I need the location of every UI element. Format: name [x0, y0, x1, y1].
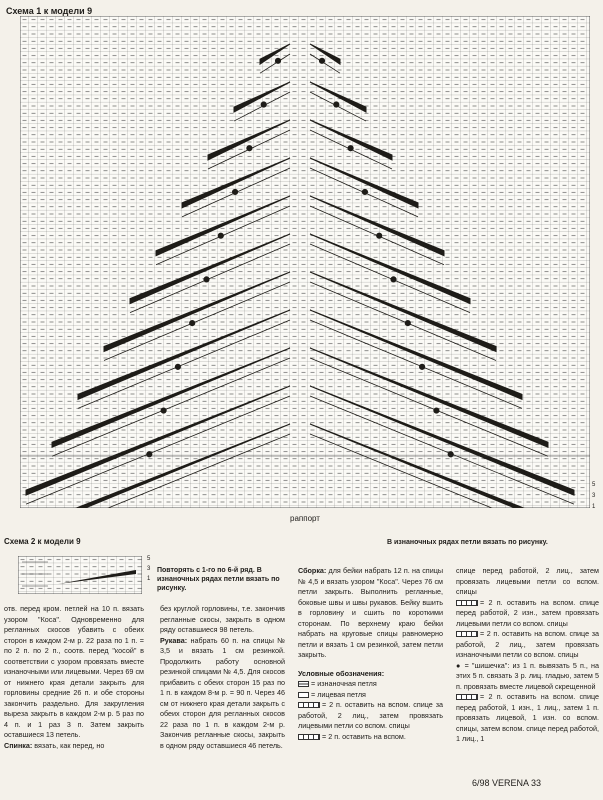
- sleeves-instructions: набрать 60 п. на спицы № 3,5 и вязать 1 см резинкой. Продолжить работу основной резинкой спицами № 4,5. Для скосов прибавить с обеих сторон 15 раз по 1 п. в каждом 8-м р. = 90 п. Через 46 см от нижнего края детали закрыть с обеих сторон для регланных скосов 22 раза по 1 п. в каждом 2-м р. Закончив регланные скосы, закрыть в одном ряду оставшиеся 46 петель.: [160, 635, 285, 750]
- scheme2-title: Схема 2 к модели 9: [4, 537, 81, 546]
- page-footer: 6/98 VERENA 33: [472, 778, 542, 788]
- text-column-1: [4, 604, 144, 751]
- knitting-chart-1: [20, 16, 590, 508]
- text-column-4: [456, 566, 599, 745]
- bobble-dot-icon: ●: [456, 660, 462, 670]
- bobble-dot: [261, 102, 266, 107]
- bobble-dot: [348, 146, 353, 151]
- bobble-dot: [204, 277, 209, 282]
- bobble-dot: [233, 189, 238, 194]
- bobble-dot: [275, 58, 280, 63]
- legend-item: = 2 п. оставить на вспом. спице перед работой, 1 изн., 1 лиц., затем 1 п. провязать лицевой, 1 изн. со вспом. спицы, затем вспом. спице перед работой, 1 лиц., 1: [456, 692, 599, 743]
- repeat-note: Повторять с 1-го по 6-й ряд. В изнаночных рядах петли вязать по рисунку.: [157, 567, 280, 592]
- legend-text: спице перед работой, 2 лиц., затем провязать лицевыми петли со вспом. спицы: [456, 566, 599, 596]
- bobble-dot: [434, 408, 439, 413]
- rapport-label: раппорт: [290, 514, 320, 523]
- scheme1-title: Схема 1 к модели 9: [6, 6, 93, 16]
- legend-item: = изнаночная петля: [298, 679, 443, 690]
- neck-instructions: без круглой горловины, т.е. закончив регланные скосы, закрыть в одном ряду оставшиеся 98 петель.: [160, 604, 285, 634]
- bobble-dot: [218, 233, 223, 238]
- bobble-dot: [319, 58, 324, 63]
- bobble-dot: [247, 146, 252, 151]
- text-column-3: [298, 566, 443, 742]
- assembly-heading: Сборка:: [298, 566, 327, 575]
- purl-symbol-icon: [298, 681, 309, 687]
- row-number: 5: [147, 556, 151, 562]
- back-heading: Спинка:: [4, 740, 33, 750]
- bobble-dot: [391, 277, 396, 282]
- row-number: 5: [592, 482, 596, 488]
- bobble-dot: [377, 233, 382, 238]
- legend-item: = 2 п. оставить на вспом. спице за работой, 2 лиц., затем провязать изнаночными петли со вспом. спицы: [456, 629, 599, 659]
- row-number: 3: [592, 493, 596, 499]
- row-numbers-chart1: [592, 480, 595, 513]
- cable-back-symbol-icon: [298, 702, 320, 708]
- cable-front-symbol-icon: [298, 734, 320, 740]
- sleeves-heading: Рукава:: [160, 635, 188, 645]
- bobble-dot: [175, 364, 180, 369]
- legend-item: = 2 п. оставить на вспом.: [298, 732, 443, 743]
- legend-title: Условные обозначения:: [298, 668, 385, 678]
- twist-symbol-icon: [456, 694, 478, 700]
- row-numbers-chart2: [147, 554, 150, 584]
- front-instructions: отв. перед кром. петлей на 10 п. вязать узором "Коса". Одновременно для регланных скосов убавить с обеих сторон в каждом 2-м р. 22 раза по 1 п. = по 2 п. по 2 п., соотв. перед "косой" в соответствии с узором провязать вместе изнаночными или лицевыми. Через 69 см от нижнего края детали закрыть для горловины средние 26 п. и обе стороны закончить раздельно. Для закругления выреза закрыть в каждом 2-м р. 5 раз по 4 п. и 1 раз 3 п. Затем закрыть оставшиеся 13 петель.: [4, 604, 144, 739]
- row-number: 1: [147, 576, 151, 582]
- bobble-dot: [405, 321, 410, 326]
- cable-front-purl-symbol-icon: [456, 600, 478, 606]
- bobble-dot: [420, 364, 425, 369]
- legend-item: ● = "шишечка": из 1 п. вывязать 5 п., на этих 5 п. связать 3 р. лиц. гладью, затем 5 п. провязать вместе лицевой скрещенной: [456, 660, 599, 691]
- row-number: 1: [592, 504, 596, 510]
- bobble-dot: [190, 321, 195, 326]
- row-number: 3: [147, 566, 151, 572]
- cable-back-purl-symbol-icon: [456, 631, 478, 637]
- text-column-2: [160, 604, 285, 751]
- bobble-dot: [161, 408, 166, 413]
- bobble-dot: [362, 189, 367, 194]
- legend-item: = 2 п. оставить на вспом. спице за работой, 2 лиц., затем провязать лицевыми петли со вспом. спицы: [298, 700, 443, 730]
- back-instructions: вязать, как перед, но: [34, 740, 105, 750]
- assembly-instructions: для бейки набрать 12 п. на спицы № 4,5 и вязать узором "Коса". Через 76 см петли закрыть. Выполнить регланные, боковые швы и швы рукавов. Бейку вшить в горловину и сшить по короткими сторонам. По верхнему краю бейки набрать на круговые спицы равномерно петли и вязать 1 см резинкой, затем петли закрыть.: [298, 566, 443, 659]
- purl-rows-note: В изнаночных рядах петли вязать по рисунку.: [387, 539, 548, 546]
- knit-symbol-icon: [298, 692, 309, 698]
- legend-item: = 2 п. оставить на вспом. спице перед работой, 2 изн., затем провязать лицевыми петли со вспом. спицы: [456, 597, 599, 628]
- bobble-dot: [334, 102, 339, 107]
- legend-item: = лицевая петля: [298, 690, 443, 701]
- knitting-chart-2: [18, 556, 142, 594]
